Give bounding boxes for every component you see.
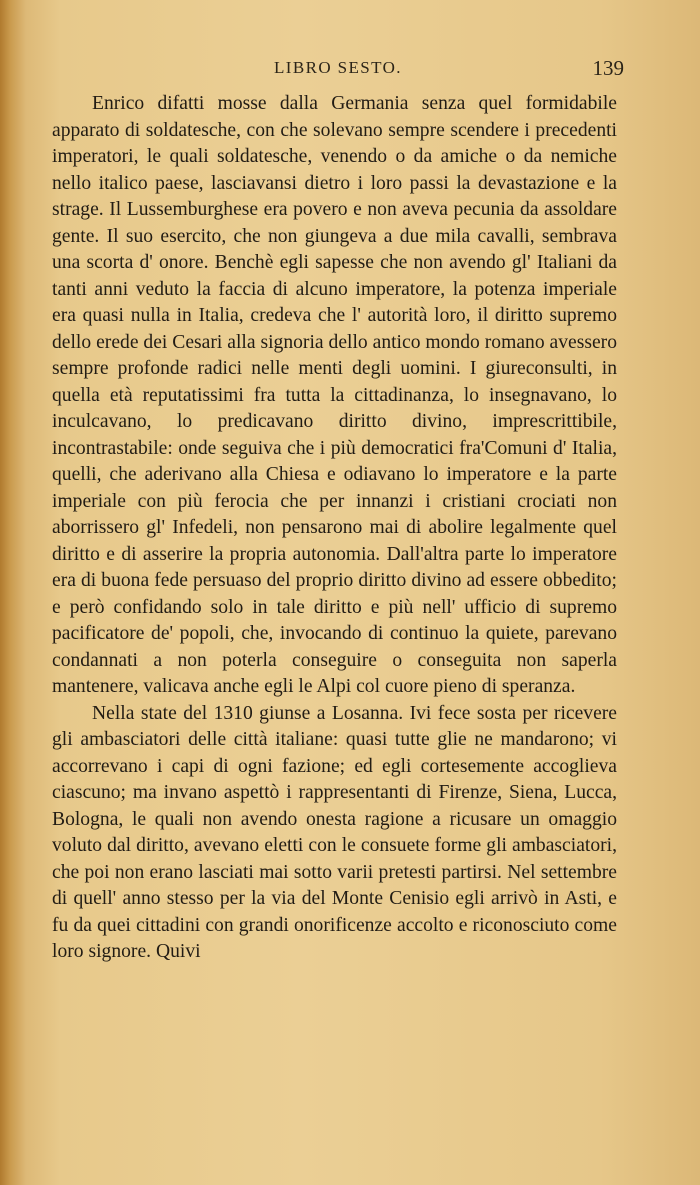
page-header	[92, 58, 624, 84]
paragraph: Nella state del 1310 giunse a Losanna. Ivi fece sosta per ricevere gli ambasciatori delle città italiane: quasi tutte glie ne mandarono; vi accorrevano i capi di ogni fazione; ed egli cortesemente accoglieva ciascuno; ma invano aspettò i rappresentanti di Firenze, Siena, Lucca, Bologna, le quali non avendo onesta ragione a ricusare un omaggio voluto dal diritto, avevano eletti con le consuete forme gli ambasciatori, che poi non erano lasciati mai sotto varii pretesti partirsi. Nel settembre di quell' anno stesso per la via del Monte Cenisio egli arrivò in Asti, e fu da quei cittadini con grandi onorificenze accolto e riconosciuto come loro signore. Quivi	[52, 702, 617, 962]
running-head: LIBRO SESTO.	[274, 58, 402, 77]
body-text	[52, 91, 617, 966]
paragraph: Enrico difatti mosse dalla Germania senza quel formidabile apparato di soldatesche, con che solevano sempre scendere i precedenti imperatori, le quali soldatesche, venendo o da amiche o da nemiche nello italico paese, lasciavansi dietro i loro passi la devastazione e la strage. Il Lussemburghese era povero e non aveva pecunia da assoldare gente. Il suo esercito, che non giungeva a due mila cavalli, sembrava una scorta d' onore. Benchè egli sapesse che non avendo gl' Italiani da tanti anni veduto la faccia di alcuno imperatore, la potenza imperiale era quasi nulla in Italia, credeva che l' autorità loro, il diritto supremo dello erede dei Cesari alla signoria dello antico mondo romano avessero sempre profonde radici nelle menti degli uomini. I giureconsulti, in quella età reputatissimi fra tutta la cittadinanza, lo insegnavano, lo inculcavano, lo predicavano diritto divino, imprescrittibile, incontrastabile: onde seguiva che i più democratici fra'Comuni d' Italia, quelli, che aderivano alla Chiesa e odiavano lo imperatore e la parte imperiale con più ferocia che per innanzi i cristiani crociati non aborrissero gl' Infedeli, non pensarono mai di abolire legalmente quel diritto e di asserire la propria autonomia. Dall'altra parte lo imperatore era di buona fede persuaso del proprio diritto divino ad essere obbedito; e però confidando solo in tale diritto e più nell' ufficio di supremo pacificatore de' popoli, che, invocando di continuo la quiete, parevano condannati a non poterla conseguire o conseguita non saperla mantenere, valicava anche egli le Alpi col cuore pieno di speranza.	[52, 93, 617, 697]
page-number: 139	[592, 56, 624, 80]
